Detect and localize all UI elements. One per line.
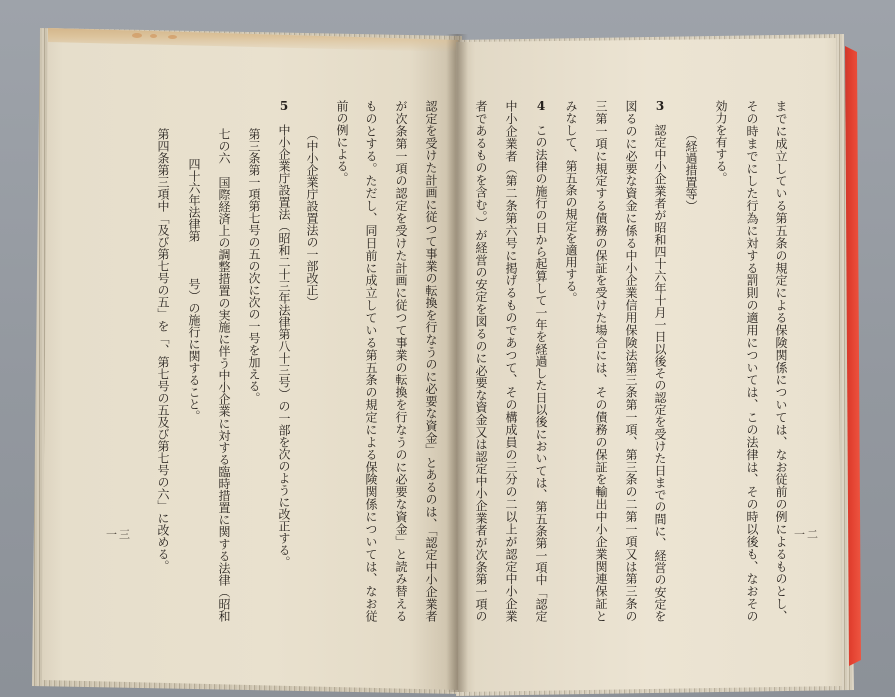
text-column: ものとする。ただし、同日前に成立している第五条の規定による保険関係については、なお従 [364, 100, 378, 622]
text-column: 認定中小企業者が昭和四十六年十月一日以後その認定を受けた日までの間に、経営の安定を [653, 124, 667, 622]
text-column: までに成立している第五条の規定による保険関係については、なお従前の例によるものとし、 [774, 100, 788, 622]
paragraph-number: 5 [279, 99, 289, 113]
text-column: 四十六年法律第 号）の施行に関すること。 [187, 158, 201, 422]
stain-mark [150, 34, 157, 38]
text-column: 前の例による。 [335, 100, 349, 184]
text-column: が次条第一項の認定を受けた計画に従つて事業の転換を行なうのに必要な資金」と読み替える [394, 100, 408, 622]
text-column: 中小企業庁設置法（昭和二十三年法律第八十三号）の一部を次のように改正する。 [277, 124, 291, 568]
text-column: 第四条第三項中「及び第七号の五」を「、第七号の五及び第七号の六」に改める。 [156, 128, 170, 572]
text-column: その時までにした行為に対する罰則の適用については、この法律は、その時以後も、なおその [745, 100, 759, 622]
text-column: 者であるものを含む。）が経営の安定を図るのに必要な資金又は認定中小企業者が次条第一項の [474, 100, 488, 622]
text-column: 七の六 国際経済上の調整措置の実施に伴う中小企業に対する臨時措置に関する法律（昭和 [217, 128, 231, 622]
stain-mark [132, 33, 142, 38]
text-column: 図るのに必要な資金に係る中小企業信用保険法第三条第一項、第三条の二第一項又は第三条の [624, 100, 638, 622]
book-spine-gutter [446, 34, 468, 692]
text-column: この法律の施行の日から起算して一年を経過した日以後においては、第五条第一項中「認定 [534, 124, 548, 622]
text-column: 第三条第一項第七号の五の次に次の一号を加える。 [247, 128, 261, 404]
text-column: 効力を有する。 [714, 100, 728, 184]
paragraph-number: 3 [655, 99, 665, 113]
text-column: 認定を受けた計画に従つて事業の転換を行なうのに必要な資金」とあるのは、「認定中小企業者 [424, 100, 438, 622]
paragraph-number: 4 [536, 99, 546, 113]
text-column: 中小企業者（第二条第六号に掲げるものであつて、その構成員の三分の二以上が認定中小企業 [504, 100, 518, 622]
text-column: みなして、第五条の規定を適用する。 [564, 100, 578, 304]
page-number: 一三 [106, 528, 132, 541]
section-heading: （中小企業庁設置法の一部改正） [305, 128, 319, 308]
text-column: 三第一項に規定する債務の保証を受けた場合には、その債務の保証を輸出中小企業関連保証と [594, 100, 608, 622]
page-number: 一二 [794, 528, 820, 541]
stain-mark [168, 35, 177, 39]
section-heading: （経過措置等） [684, 128, 698, 212]
